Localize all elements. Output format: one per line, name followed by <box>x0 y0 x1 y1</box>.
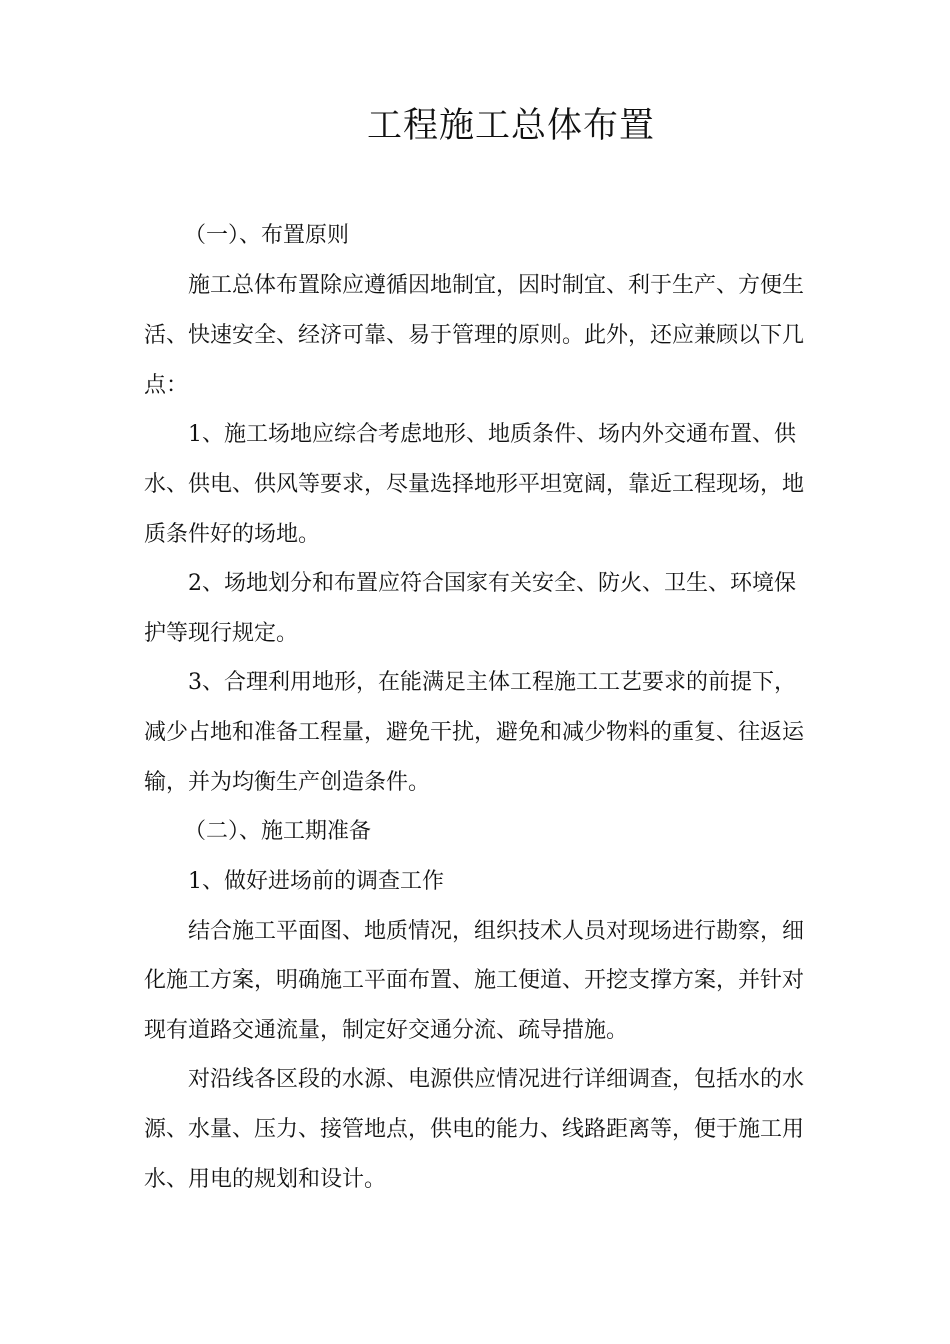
paragraph-line: 点： <box>144 373 189 398</box>
paragraph-line: 水、用电的规划和设计。 <box>144 1167 387 1192</box>
document-title: 工程施工总体布置 <box>366 106 655 146</box>
paragraph-line: 结合施工平面图、地质情况，组织技术人员对现场进行勘察，细 <box>188 919 805 944</box>
paragraph-line: 输，并为均衡生产创造条件。 <box>144 770 431 795</box>
paragraph-line: 质条件好的场地。 <box>144 522 321 547</box>
paragraph-line: 活、快速安全、经济可靠、易于管理的原则。此外，还应兼顾以下几 <box>144 323 805 348</box>
paragraph-line: 化施工方案，明确施工平面布置、施工便道、开挖支撑方案，并针对 <box>144 968 805 993</box>
section-heading-1: （一）、布置原则 <box>184 223 350 248</box>
paragraph-line: 施工总体布置除应遵循因地制宜，因时制宜、利于生产、方便生 <box>188 273 805 298</box>
section-heading-2: （二）、施工期准备 <box>184 819 372 844</box>
paragraph-line: 水、供电、供风等要求，尽量选择地形平坦宽阔，靠近工程现场，地 <box>144 472 805 497</box>
paragraph-line: 现有道路交通流量，制定好交通分流、疏导措施。 <box>144 1018 629 1043</box>
paragraph-line: 护等现行规定。 <box>144 621 299 646</box>
paragraph-line: 2、场地划分和布置应符合国家有关安全、防火、卫生、环境保 <box>188 571 796 596</box>
paragraph-line: 对沿线各区段的水源、电源供应情况进行详细调查，包括水的水 <box>188 1067 805 1092</box>
subsection-heading: 1、做好进场前的调查工作 <box>188 869 444 894</box>
paragraph-line: 3、合理利用地形，在能满足主体工程施工工艺要求的前提下， <box>188 670 796 695</box>
paragraph-line: 源、水量、压力、接管地点，供电的能力、线路距离等，便于施工用 <box>144 1117 805 1142</box>
paragraph-line: 1、施工场地应综合考虑地形、地质条件、场内外交通布置、供 <box>188 422 796 447</box>
paragraph-line: 减少占地和准备工程量，避免干扰，避免和减少物料的重复、往返运 <box>144 720 805 745</box>
